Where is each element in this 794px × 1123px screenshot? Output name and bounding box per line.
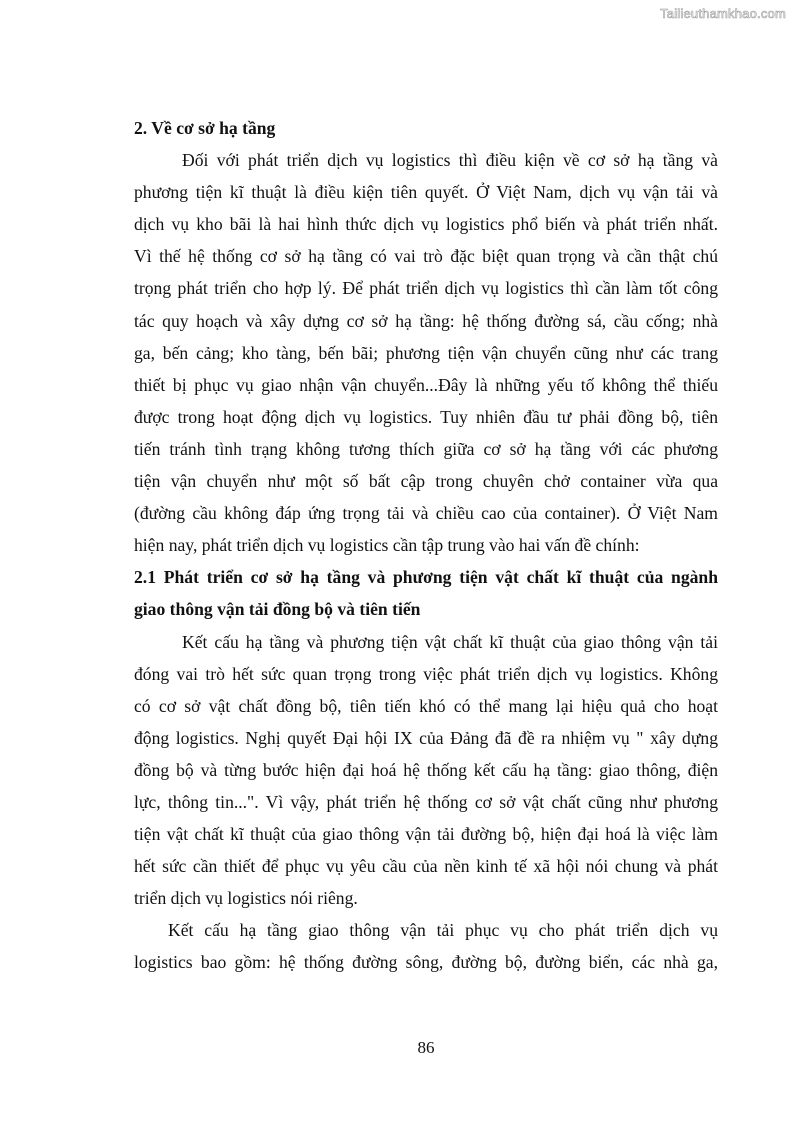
text-line: tiện vận chuyển như một số bất cập trong chuyên chở container vừa qua xyxy=(134,471,718,492)
text-line: lực, thông tin...". Vì vậy, phát triển hệ thống cơ sở vật chất cũng như phương xyxy=(134,791,718,812)
text-line: Kết cấu hạ tầng giao thông vận tải phục vụ cho phát triển dịch vụ xyxy=(168,920,718,941)
page-number: 86 xyxy=(417,1038,435,1057)
text-line: tiến tránh tình trạng không tương thích giữa cơ sở hạ tầng với các phương xyxy=(134,438,718,459)
text-line: Kết cấu hạ tầng và phương tiện vật chất kĩ thuật của giao thông vận tải xyxy=(182,631,718,652)
subsection-heading-line: 2.1 Phát triển cơ sở hạ tầng và phương tiện vật chất kĩ thuật của ngành xyxy=(134,567,718,588)
text-line: hết sức cần thiết để phục vụ yêu cầu của nền kinh tế xã hội nói chung và phát xyxy=(134,856,718,877)
text-line: tiện vật chất kĩ thuật của giao thông vận tải đường bộ, hiện đại hoá là việc làm xyxy=(134,824,718,845)
watermark: Tailieuthamkhao.com xyxy=(660,6,786,21)
paragraph xyxy=(134,144,718,561)
text-line: có cơ sở vật chất đồng bộ, tiên tiến khó có thể mang lại hiệu quả cho hoạt xyxy=(134,695,718,716)
text-line: Vì thế hệ thống cơ sở hạ tầng có vai trò đặc biệt quan trọng và cần thật chú xyxy=(134,246,718,267)
text-line: được trong hoạt động dịch vụ logistics. Tuy nhiên đầu tư phải đồng bộ, tiên xyxy=(134,406,718,427)
text-line: ga, bến cảng; kho tàng, bến bãi; phương tiện vận chuyển cũng như các trang xyxy=(134,342,718,363)
text-line: dịch vụ kho bãi là hai hình thức dịch vụ logistics phổ biến và phát triển nhất. xyxy=(134,214,718,235)
text-line: Đối với phát triển dịch vụ logistics thì điều kiện về cơ sở hạ tầng và xyxy=(182,150,718,171)
text-line: động logistics. Nghị quyết Đại hội IX của Đảng đã đề ra nhiệm vụ " xây dựng xyxy=(134,727,718,748)
document-body xyxy=(134,112,718,979)
text-line: trọng phát triển cho hợp lý. Để phát triển dịch vụ logistics thì cần làm tốt công xyxy=(134,278,718,299)
text-line: đóng vai trò hết sức quan trọng trong việc phát triển dịch vụ logistics. Không xyxy=(134,663,718,684)
text-line: đồng bộ và từng bước hiện đại hoá hệ thống kết cấu hạ tầng: giao thông, điện xyxy=(134,759,718,780)
text-line: tác quy hoạch và xây dựng cơ sở hạ tầng: hệ thống đường sá, cầu cống; nhà xyxy=(134,310,718,331)
text-line: phương tiện kĩ thuật là điều kiện tiên quyết. Ở Việt Nam, dịch vụ vận tải và xyxy=(134,182,718,203)
paragraph xyxy=(134,626,718,915)
text-line: logistics bao gồm: hệ thống đường sông, đường bộ, đường biển, các nhà ga, xyxy=(134,952,718,973)
text-line: thiết bị phục vụ giao nhận vận chuyển...Đây là những yếu tố không thể thiếu xyxy=(134,374,718,395)
text-line: (đường cầu không đáp ứng trọng tải và chiều cao của container). Ở Việt Nam xyxy=(134,503,718,524)
subsection-heading-line: giao thông vận tải đồng bộ và tiên tiến xyxy=(134,599,421,620)
section-heading: 2. Về cơ sở hạ tầng xyxy=(134,118,276,138)
text-line: hiện nay, phát triển dịch vụ logistics cần tập trung vào hai vấn đề chính: xyxy=(134,535,640,556)
text-line: triển dịch vụ logistics nói riêng. xyxy=(134,888,358,909)
paragraph xyxy=(134,914,718,978)
subsection-heading xyxy=(134,561,718,625)
